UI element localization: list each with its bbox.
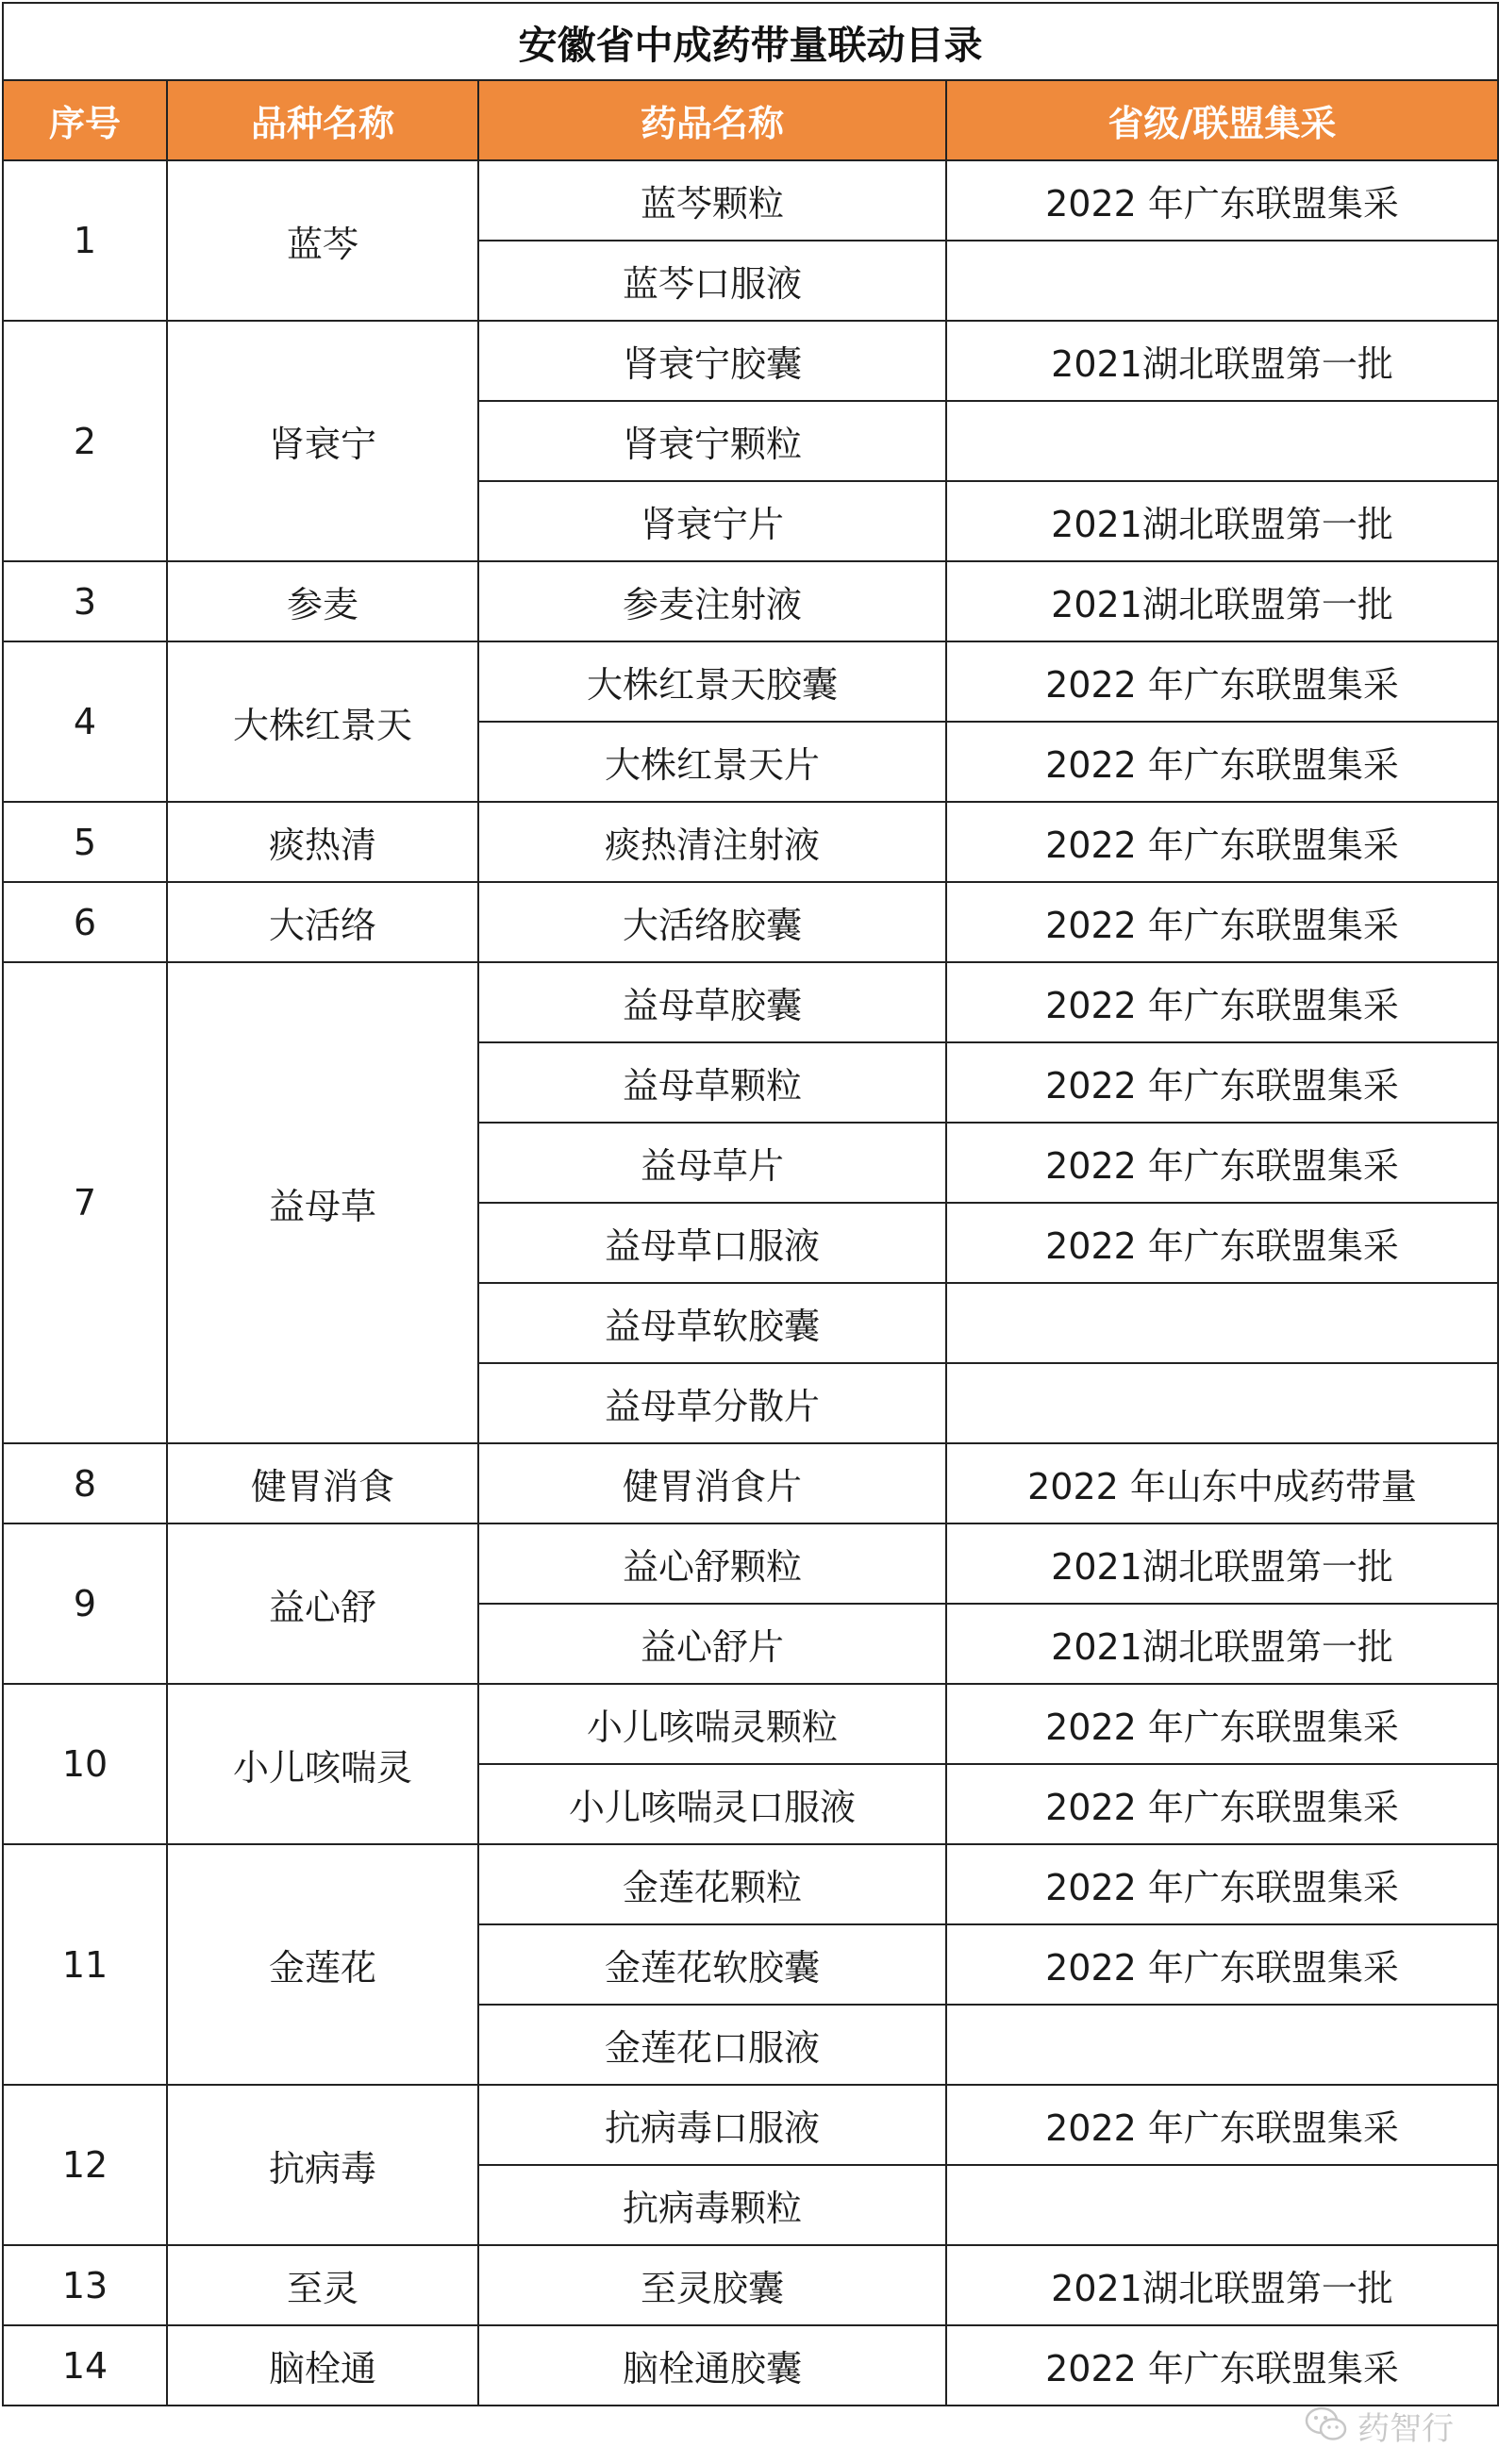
drug-name: 益母草片 xyxy=(478,1123,946,1203)
row-number: 5 xyxy=(3,802,167,882)
procurement-batch: 2022 年广东联盟集采 xyxy=(946,1203,1498,1283)
procurement-batch: 2022 年广东联盟集采 xyxy=(946,722,1498,802)
variety-name: 脑栓通 xyxy=(167,2325,478,2406)
variety-name: 金莲花 xyxy=(167,1844,478,2085)
variety-name: 蓝芩 xyxy=(167,160,478,321)
variety-name: 小儿咳喘灵 xyxy=(167,1684,478,1844)
procurement-batch: 2021湖北联盟第一批 xyxy=(946,1604,1498,1684)
drug-name: 金莲花软胶囊 xyxy=(478,1924,946,2005)
header-variety: 品种名称 xyxy=(167,80,478,160)
variety-name: 参麦 xyxy=(167,561,478,641)
procurement-batch: 2022 年广东联盟集采 xyxy=(946,1764,1498,1844)
row-number: 14 xyxy=(3,2325,167,2406)
variety-name: 大活络 xyxy=(167,882,478,962)
header-drug-name: 药品名称 xyxy=(478,80,946,160)
row-number: 7 xyxy=(3,962,167,1443)
procurement-batch: 2022 年广东联盟集采 xyxy=(946,1924,1498,2005)
procurement-batch: 2021湖北联盟第一批 xyxy=(946,561,1498,641)
table-row xyxy=(3,561,1498,641)
drug-name: 金莲花口服液 xyxy=(478,2005,946,2085)
procurement-batch xyxy=(946,1283,1498,1363)
row-number: 9 xyxy=(3,1523,167,1684)
procurement-batch: 2021湖北联盟第一批 xyxy=(946,481,1498,561)
row-number: 13 xyxy=(3,2245,167,2325)
variety-name: 至灵 xyxy=(167,2245,478,2325)
drug-name: 蓝芩口服液 xyxy=(478,241,946,321)
watermark-text: 药智行 xyxy=(1357,2410,1454,2448)
table-row xyxy=(3,2245,1498,2325)
variety-name: 益心舒 xyxy=(167,1523,478,1684)
row-number: 8 xyxy=(3,1443,167,1523)
drug-name: 小儿咳喘灵颗粒 xyxy=(478,1684,946,1764)
variety-name: 益母草 xyxy=(167,962,478,1443)
procurement-batch: 2021湖北联盟第一批 xyxy=(946,2245,1498,2325)
procurement-batch: 2022 年广东联盟集采 xyxy=(946,1844,1498,1924)
drug-name: 益母草软胶囊 xyxy=(478,1283,946,1363)
row-number: 1 xyxy=(3,160,167,321)
drug-name: 金莲花颗粒 xyxy=(478,1844,946,1924)
procurement-batch: 2022 年广东联盟集采 xyxy=(946,641,1498,722)
procurement-batch: 2022 年广东联盟集采 xyxy=(946,802,1498,882)
procurement-batch: 2022 年广东联盟集采 xyxy=(946,882,1498,962)
drug-name: 参麦注射液 xyxy=(478,561,946,641)
row-number: 11 xyxy=(3,1844,167,2085)
table-row xyxy=(3,641,1498,722)
table-body xyxy=(3,160,1498,2406)
procurement-batch: 2022 年广东联盟集采 xyxy=(946,2085,1498,2165)
title-row xyxy=(3,3,1498,80)
drug-name: 至灵胶囊 xyxy=(478,2245,946,2325)
procurement-batch: 2022 年广东联盟集采 xyxy=(946,1123,1498,1203)
drug-name: 肾衰宁颗粒 xyxy=(478,401,946,481)
wechat-icon xyxy=(1305,2406,1348,2447)
row-number: 10 xyxy=(3,1684,167,1844)
header-row xyxy=(3,80,1498,160)
procurement-batch: 2021湖北联盟第一批 xyxy=(946,1523,1498,1604)
table-row xyxy=(3,1844,1498,1924)
drug-name: 益心舒颗粒 xyxy=(478,1523,946,1604)
procurement-batch: 2022 年广东联盟集采 xyxy=(946,2325,1498,2406)
drug-name: 小儿咳喘灵口服液 xyxy=(478,1764,946,1844)
procurement-batch: 2021湖北联盟第一批 xyxy=(946,321,1498,401)
procurement-batch xyxy=(946,241,1498,321)
table-row xyxy=(3,802,1498,882)
drug-name: 益母草口服液 xyxy=(478,1203,946,1283)
header-no: 序号 xyxy=(3,80,167,160)
row-number: 2 xyxy=(3,321,167,561)
drug-name: 益母草分散片 xyxy=(478,1363,946,1443)
procurement-batch: 2022 年广东联盟集采 xyxy=(946,1684,1498,1764)
procurement-batch: 2022 年山东中成药带量 xyxy=(946,1443,1498,1523)
drug-name: 大活络胶囊 xyxy=(478,882,946,962)
drug-name: 大株红景天片 xyxy=(478,722,946,802)
drug-name: 益母草颗粒 xyxy=(478,1042,946,1123)
variety-name: 肾衰宁 xyxy=(167,321,478,561)
row-number: 4 xyxy=(3,641,167,802)
table-row xyxy=(3,1523,1498,1604)
procurement-batch: 2022 年广东联盟集采 xyxy=(946,160,1498,241)
catalog-table xyxy=(2,2,1499,2406)
row-number: 12 xyxy=(3,2085,167,2245)
drug-name: 益心舒片 xyxy=(478,1604,946,1684)
procurement-batch xyxy=(946,2005,1498,2085)
drug-name: 大株红景天胶囊 xyxy=(478,641,946,722)
procurement-batch: 2022 年广东联盟集采 xyxy=(946,1042,1498,1123)
drug-name: 抗病毒颗粒 xyxy=(478,2165,946,2245)
variety-name: 痰热清 xyxy=(167,802,478,882)
procurement-batch xyxy=(946,401,1498,481)
drug-name: 益母草胶囊 xyxy=(478,962,946,1042)
row-number: 3 xyxy=(3,561,167,641)
drug-name: 肾衰宁片 xyxy=(478,481,946,561)
table-row xyxy=(3,962,1498,1042)
drug-name: 痰热清注射液 xyxy=(478,802,946,882)
table-row xyxy=(3,882,1498,962)
table-row xyxy=(3,321,1498,401)
procurement-batch xyxy=(946,2165,1498,2245)
watermark xyxy=(1305,2403,1454,2449)
table-row xyxy=(3,2325,1498,2406)
drug-name: 健胃消食片 xyxy=(478,1443,946,1523)
drug-name: 蓝芩颗粒 xyxy=(478,160,946,241)
table-row xyxy=(3,160,1498,241)
row-number: 6 xyxy=(3,882,167,962)
table-row xyxy=(3,1443,1498,1523)
variety-name: 抗病毒 xyxy=(167,2085,478,2245)
procurement-batch xyxy=(946,1363,1498,1443)
procurement-batch: 2022 年广东联盟集采 xyxy=(946,962,1498,1042)
table-row xyxy=(3,2085,1498,2165)
table-row xyxy=(3,1684,1498,1764)
drug-name: 脑栓通胶囊 xyxy=(478,2325,946,2406)
drug-name: 肾衰宁胶囊 xyxy=(478,321,946,401)
header-procurement: 省级/联盟集采 xyxy=(946,80,1498,160)
drug-name: 抗病毒口服液 xyxy=(478,2085,946,2165)
variety-name: 大株红景天 xyxy=(167,641,478,802)
variety-name: 健胃消食 xyxy=(167,1443,478,1523)
table-title: 安徽省中成药带量联动目录 xyxy=(3,3,1498,80)
